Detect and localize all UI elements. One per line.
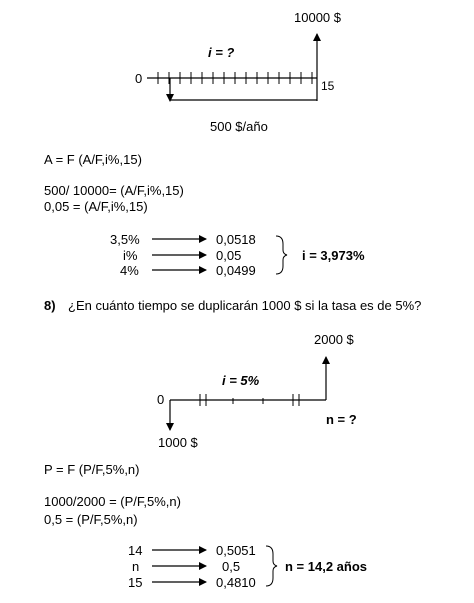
interp-left-value: 4% [120,263,139,278]
interp-left-value: 14 [128,543,143,558]
interp-1-arrows [152,239,206,270]
interp-right-value: 0,5051 [216,543,256,558]
question-text: ¿En cuánto tiempo se duplicarán 1000 $ si la tasa es de 5%? [68,298,422,313]
equation-line: 1000/2000 = (P/F,5%,n) [44,494,181,509]
equation-line: 500/ 10000= (A/F,i%,15) [44,183,184,198]
interp-2-brace [266,546,277,586]
rate-label: i = 5% [222,373,260,388]
cash-flow-diagram-2 [170,357,326,430]
interp-left-value: i% [123,248,138,263]
interp-right-value: 0,0518 [216,232,256,247]
interp-right-value: 0,5 [222,559,241,574]
interp-right-value: 0,0499 [216,263,256,278]
present-value-label: 1000 $ [158,435,198,450]
interp-2-arrows [152,550,206,582]
equation-line: P = F (P/F,5%,n) [44,462,140,477]
interp-left-value: n [132,559,140,574]
period-end-label: 15 [321,79,335,93]
equation-line: A = F (A/F,i%,15) [44,152,142,167]
rate-label: i = ? [208,45,235,60]
interp-left-value: 15 [128,575,143,590]
equation-line: 0,05 = (A/F,i%,15) [44,199,148,214]
period-start-label: 0 [135,71,143,86]
interp-result: i = 3,973% [302,248,365,263]
future-value-label: 10000 $ [294,10,341,25]
period-start-label: 0 [157,392,165,407]
periods-label: n = ? [326,412,357,427]
interp-1-brace [276,236,287,274]
equation-line: 0,5 = (P/F,5%,n) [44,512,138,527]
interp-right-value: 0,05 [216,248,242,263]
interp-right-value: 0,4810 [216,575,256,590]
interp-result: n = 14,2 años [285,559,368,574]
question-number: 8) [44,298,56,313]
future-value-label: 2000 $ [314,332,354,347]
annuity-label: 500 $/año [210,119,268,134]
interp-left-value: 3,5% [110,232,140,247]
